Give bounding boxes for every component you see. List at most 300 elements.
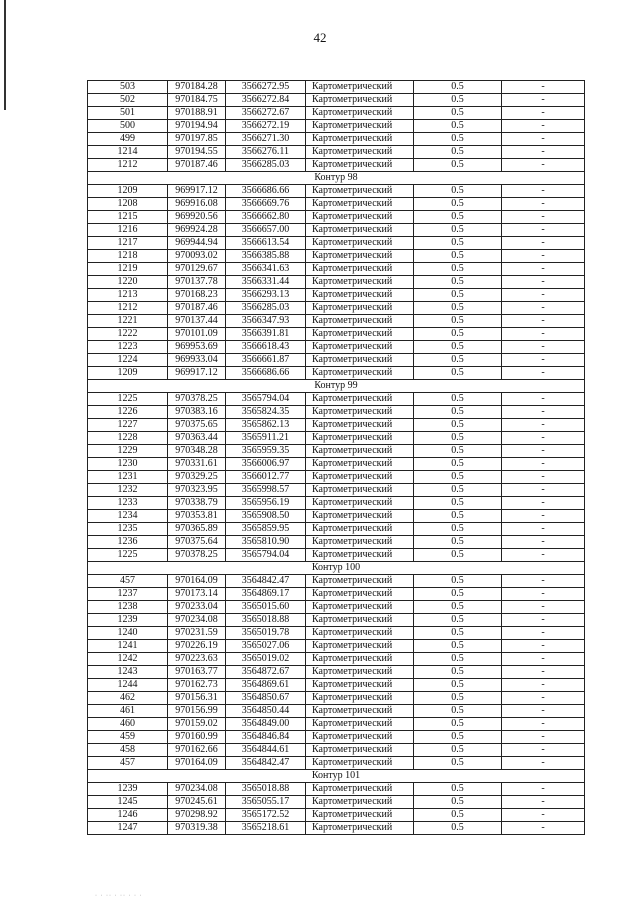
y-coordinate-cell: 3566272.19	[226, 120, 306, 133]
x-coordinate-cell: 970348.28	[168, 445, 226, 458]
accuracy-cell: 0.5	[414, 666, 502, 679]
table-row	[88, 705, 585, 718]
method-cell: Картометрический	[306, 497, 414, 510]
table-row	[88, 731, 585, 744]
y-coordinate-cell: 3565019.02	[226, 653, 306, 666]
x-coordinate-cell: 970187.46	[168, 159, 226, 172]
point-number-cell: 1246	[88, 809, 168, 822]
y-coordinate-cell: 3566613.54	[226, 237, 306, 250]
table-row	[88, 120, 585, 133]
point-number-cell: 1218	[88, 250, 168, 263]
point-number-cell: 1247	[88, 822, 168, 835]
x-coordinate-cell: 970137.78	[168, 276, 226, 289]
note-cell: -	[502, 679, 585, 692]
x-coordinate-cell: 970375.65	[168, 419, 226, 432]
point-number-cell: 501	[88, 107, 168, 120]
method-cell: Картометрический	[306, 614, 414, 627]
y-coordinate-cell: 3565824.35	[226, 406, 306, 419]
x-coordinate-cell: 970375.64	[168, 536, 226, 549]
table-row	[88, 549, 585, 562]
method-cell: Картометрический	[306, 523, 414, 536]
method-cell: Картометрический	[306, 653, 414, 666]
note-cell: -	[502, 107, 585, 120]
note-cell: -	[502, 627, 585, 640]
page-number: 42	[313, 30, 327, 45]
y-coordinate-cell: 3565998.57	[226, 484, 306, 497]
accuracy-cell: 0.5	[414, 627, 502, 640]
table-row	[88, 81, 585, 94]
note-cell: -	[502, 393, 585, 406]
y-coordinate-cell: 3565015.60	[226, 601, 306, 614]
y-coordinate-cell: 3566272.84	[226, 94, 306, 107]
y-coordinate-cell: 3564869.61	[226, 679, 306, 692]
table-row	[88, 94, 585, 107]
method-cell: Картометрический	[306, 705, 414, 718]
x-coordinate-cell: 970164.09	[168, 575, 226, 588]
method-cell: Картометрический	[306, 588, 414, 601]
y-coordinate-cell: 3565172.52	[226, 809, 306, 822]
coordinates-table-container	[87, 80, 584, 835]
x-coordinate-cell: 970319.38	[168, 822, 226, 835]
x-coordinate-cell: 970338.79	[168, 497, 226, 510]
table-row	[88, 809, 585, 822]
method-cell: Картометрический	[306, 419, 414, 432]
contour-header-row	[88, 770, 585, 783]
method-cell: Картометрический	[306, 432, 414, 445]
x-coordinate-cell: 970378.25	[168, 393, 226, 406]
accuracy-cell: 0.5	[414, 81, 502, 94]
y-coordinate-cell: 3565862.13	[226, 419, 306, 432]
table-row	[88, 718, 585, 731]
contour-title: Контур 101	[88, 770, 585, 783]
table-row	[88, 471, 585, 484]
table-row	[88, 341, 585, 354]
x-coordinate-cell: 970162.66	[168, 744, 226, 757]
note-cell: -	[502, 666, 585, 679]
x-coordinate-cell: 970156.99	[168, 705, 226, 718]
note-cell: -	[502, 731, 585, 744]
point-number-cell: 457	[88, 757, 168, 770]
accuracy-cell: 0.5	[414, 692, 502, 705]
table-row	[88, 107, 585, 120]
accuracy-cell: 0.5	[414, 341, 502, 354]
accuracy-cell: 0.5	[414, 601, 502, 614]
y-coordinate-cell: 3566657.00	[226, 224, 306, 237]
method-cell: Картометрический	[306, 679, 414, 692]
y-coordinate-cell: 3564872.67	[226, 666, 306, 679]
table-row	[88, 822, 585, 835]
table-row	[88, 575, 585, 588]
note-cell: -	[502, 133, 585, 146]
y-coordinate-cell: 3565908.50	[226, 510, 306, 523]
method-cell: Картометрический	[306, 575, 414, 588]
note-cell: -	[502, 263, 585, 276]
accuracy-cell: 0.5	[414, 445, 502, 458]
accuracy-cell: 0.5	[414, 653, 502, 666]
note-cell: -	[502, 354, 585, 367]
table-row	[88, 315, 585, 328]
accuracy-cell: 0.5	[414, 536, 502, 549]
table-row	[88, 263, 585, 276]
accuracy-cell: 0.5	[414, 250, 502, 263]
table-row	[88, 432, 585, 445]
point-number-cell: 458	[88, 744, 168, 757]
point-number-cell: 460	[88, 718, 168, 731]
note-cell: -	[502, 185, 585, 198]
point-number-cell: 1209	[88, 367, 168, 380]
y-coordinate-cell: 3566271.30	[226, 133, 306, 146]
point-number-cell: 1212	[88, 302, 168, 315]
scan-edge-line	[4, 0, 6, 110]
method-cell: Картометрический	[306, 250, 414, 263]
accuracy-cell: 0.5	[414, 419, 502, 432]
y-coordinate-cell: 3566293.13	[226, 289, 306, 302]
coordinates-table	[87, 80, 585, 835]
point-number-cell: 1213	[88, 289, 168, 302]
y-coordinate-cell: 3566272.95	[226, 81, 306, 94]
accuracy-cell: 0.5	[414, 731, 502, 744]
accuracy-cell: 0.5	[414, 159, 502, 172]
accuracy-cell: 0.5	[414, 471, 502, 484]
method-cell: Картометрический	[306, 159, 414, 172]
x-coordinate-cell: 970194.94	[168, 120, 226, 133]
accuracy-cell: 0.5	[414, 289, 502, 302]
note-cell: -	[502, 367, 585, 380]
point-number-cell: 1228	[88, 432, 168, 445]
accuracy-cell: 0.5	[414, 744, 502, 757]
note-cell: -	[502, 432, 585, 445]
table-row	[88, 783, 585, 796]
method-cell: Картометрический	[306, 367, 414, 380]
method-cell: Картометрический	[306, 666, 414, 679]
accuracy-cell: 0.5	[414, 120, 502, 133]
y-coordinate-cell: 3566285.03	[226, 302, 306, 315]
method-cell: Картометрический	[306, 341, 414, 354]
table-row	[88, 133, 585, 146]
x-coordinate-cell: 970245.61	[168, 796, 226, 809]
y-coordinate-cell: 3566006.97	[226, 458, 306, 471]
point-number-cell: 502	[88, 94, 168, 107]
note-cell: -	[502, 237, 585, 250]
y-coordinate-cell: 3566662.80	[226, 211, 306, 224]
note-cell: -	[502, 692, 585, 705]
accuracy-cell: 0.5	[414, 718, 502, 731]
x-coordinate-cell: 969920.56	[168, 211, 226, 224]
note-cell: -	[502, 809, 585, 822]
note-cell: -	[502, 458, 585, 471]
x-coordinate-cell: 970188.91	[168, 107, 226, 120]
accuracy-cell: 0.5	[414, 198, 502, 211]
point-number-cell: 1212	[88, 159, 168, 172]
x-coordinate-cell: 970160.99	[168, 731, 226, 744]
y-coordinate-cell: 3566385.88	[226, 250, 306, 263]
note-cell: -	[502, 796, 585, 809]
point-number-cell: 461	[88, 705, 168, 718]
y-coordinate-cell: 3566012.77	[226, 471, 306, 484]
method-cell: Картометрический	[306, 549, 414, 562]
point-number-cell: 462	[88, 692, 168, 705]
x-coordinate-cell: 970323.95	[168, 484, 226, 497]
x-coordinate-cell: 970365.89	[168, 523, 226, 536]
x-coordinate-cell: 969933.04	[168, 354, 226, 367]
method-cell: Картометрический	[306, 185, 414, 198]
y-coordinate-cell: 3566272.67	[226, 107, 306, 120]
table-row	[88, 393, 585, 406]
table-row	[88, 588, 585, 601]
method-cell: Картометрический	[306, 458, 414, 471]
table-row	[88, 458, 585, 471]
y-coordinate-cell: 3565055.17	[226, 796, 306, 809]
note-cell: -	[502, 81, 585, 94]
x-coordinate-cell: 970329.25	[168, 471, 226, 484]
accuracy-cell: 0.5	[414, 640, 502, 653]
note-cell: -	[502, 328, 585, 341]
y-coordinate-cell: 3564849.00	[226, 718, 306, 731]
point-number-cell: 1216	[88, 224, 168, 237]
x-coordinate-cell: 970184.28	[168, 81, 226, 94]
y-coordinate-cell: 3565218.61	[226, 822, 306, 835]
table-row	[88, 692, 585, 705]
note-cell: -	[502, 601, 585, 614]
table-row	[88, 484, 585, 497]
x-coordinate-cell: 969916.08	[168, 198, 226, 211]
x-coordinate-cell: 970156.31	[168, 692, 226, 705]
y-coordinate-cell: 3565959.35	[226, 445, 306, 458]
note-cell: -	[502, 484, 585, 497]
x-coordinate-cell: 970194.55	[168, 146, 226, 159]
contour-title: Контур 99	[88, 380, 585, 393]
method-cell: Картометрический	[306, 484, 414, 497]
point-number-cell: 1220	[88, 276, 168, 289]
method-cell: Картометрический	[306, 237, 414, 250]
table-row	[88, 302, 585, 315]
point-number-cell: 1234	[88, 510, 168, 523]
table-row	[88, 289, 585, 302]
note-cell: -	[502, 614, 585, 627]
accuracy-cell: 0.5	[414, 614, 502, 627]
accuracy-cell: 0.5	[414, 679, 502, 692]
contour-header-row	[88, 562, 585, 575]
note-cell: -	[502, 445, 585, 458]
point-number-cell: 1241	[88, 640, 168, 653]
note-cell: -	[502, 822, 585, 835]
point-number-cell: 1225	[88, 549, 168, 562]
x-coordinate-cell: 970223.63	[168, 653, 226, 666]
table-row	[88, 627, 585, 640]
method-cell: Картометрический	[306, 393, 414, 406]
method-cell: Картометрический	[306, 224, 414, 237]
method-cell: Картометрический	[306, 263, 414, 276]
point-number-cell: 1217	[88, 237, 168, 250]
x-coordinate-cell: 969924.28	[168, 224, 226, 237]
y-coordinate-cell: 3564850.44	[226, 705, 306, 718]
y-coordinate-cell: 3565018.88	[226, 614, 306, 627]
method-cell: Картометрический	[306, 94, 414, 107]
x-coordinate-cell: 970353.81	[168, 510, 226, 523]
table-row	[88, 679, 585, 692]
table-row	[88, 510, 585, 523]
y-coordinate-cell: 3566669.76	[226, 198, 306, 211]
point-number-cell: 1237	[88, 588, 168, 601]
note-cell: -	[502, 653, 585, 666]
table-row	[88, 354, 585, 367]
coordinates-table-body	[88, 81, 585, 835]
method-cell: Картометрический	[306, 809, 414, 822]
y-coordinate-cell: 3564842.47	[226, 757, 306, 770]
accuracy-cell: 0.5	[414, 276, 502, 289]
accuracy-cell: 0.5	[414, 497, 502, 510]
point-number-cell: 1244	[88, 679, 168, 692]
point-number-cell: 1229	[88, 445, 168, 458]
point-number-cell: 1231	[88, 471, 168, 484]
method-cell: Картометрический	[306, 146, 414, 159]
y-coordinate-cell: 3566276.11	[226, 146, 306, 159]
y-coordinate-cell: 3566285.03	[226, 159, 306, 172]
contour-title: Контур 98	[88, 172, 585, 185]
x-coordinate-cell: 970159.02	[168, 718, 226, 731]
accuracy-cell: 0.5	[414, 588, 502, 601]
note-cell: -	[502, 588, 585, 601]
point-number-cell: 1235	[88, 523, 168, 536]
accuracy-cell: 0.5	[414, 224, 502, 237]
note-cell: -	[502, 523, 585, 536]
method-cell: Картометрический	[306, 640, 414, 653]
y-coordinate-cell: 3565810.90	[226, 536, 306, 549]
accuracy-cell: 0.5	[414, 393, 502, 406]
note-cell: -	[502, 640, 585, 653]
y-coordinate-cell: 3565794.04	[226, 549, 306, 562]
table-row	[88, 614, 585, 627]
note-cell: -	[502, 783, 585, 796]
table-row	[88, 159, 585, 172]
method-cell: Картометрический	[306, 211, 414, 224]
point-number-cell: 503	[88, 81, 168, 94]
point-number-cell: 1224	[88, 354, 168, 367]
point-number-cell: 1209	[88, 185, 168, 198]
x-coordinate-cell: 970101.09	[168, 328, 226, 341]
table-row	[88, 237, 585, 250]
method-cell: Картометрический	[306, 744, 414, 757]
x-coordinate-cell: 970163.77	[168, 666, 226, 679]
method-cell: Картометрический	[306, 354, 414, 367]
method-cell: Картометрический	[306, 289, 414, 302]
accuracy-cell: 0.5	[414, 185, 502, 198]
note-cell: -	[502, 718, 585, 731]
method-cell: Картометрический	[306, 81, 414, 94]
note-cell: -	[502, 744, 585, 757]
accuracy-cell: 0.5	[414, 302, 502, 315]
accuracy-cell: 0.5	[414, 107, 502, 120]
accuracy-cell: 0.5	[414, 432, 502, 445]
note-cell: -	[502, 705, 585, 718]
x-coordinate-cell: 970173.14	[168, 588, 226, 601]
x-coordinate-cell: 969917.12	[168, 367, 226, 380]
x-coordinate-cell: 970129.67	[168, 263, 226, 276]
accuracy-cell: 0.5	[414, 822, 502, 835]
table-row	[88, 666, 585, 679]
point-number-cell: 1214	[88, 146, 168, 159]
accuracy-cell: 0.5	[414, 328, 502, 341]
method-cell: Картометрический	[306, 731, 414, 744]
accuracy-cell: 0.5	[414, 263, 502, 276]
method-cell: Картометрический	[306, 692, 414, 705]
note-cell: -	[502, 276, 585, 289]
accuracy-cell: 0.5	[414, 796, 502, 809]
point-number-cell: 1219	[88, 263, 168, 276]
method-cell: Картометрический	[306, 757, 414, 770]
note-cell: -	[502, 757, 585, 770]
y-coordinate-cell: 3566661.87	[226, 354, 306, 367]
method-cell: Картометрический	[306, 276, 414, 289]
accuracy-cell: 0.5	[414, 783, 502, 796]
accuracy-cell: 0.5	[414, 146, 502, 159]
table-row	[88, 198, 585, 211]
accuracy-cell: 0.5	[414, 406, 502, 419]
x-coordinate-cell: 969944.94	[168, 237, 226, 250]
note-cell: -	[502, 159, 585, 172]
method-cell: Картометрический	[306, 822, 414, 835]
table-row	[88, 757, 585, 770]
point-number-cell: 1242	[88, 653, 168, 666]
contour-title: Контур 100	[88, 562, 585, 575]
point-number-cell: 1245	[88, 796, 168, 809]
x-coordinate-cell: 970168.23	[168, 289, 226, 302]
accuracy-cell: 0.5	[414, 237, 502, 250]
x-coordinate-cell: 969953.69	[168, 341, 226, 354]
x-coordinate-cell: 970234.08	[168, 783, 226, 796]
x-coordinate-cell: 970331.61	[168, 458, 226, 471]
x-coordinate-cell: 970233.04	[168, 601, 226, 614]
note-cell: -	[502, 211, 585, 224]
y-coordinate-cell: 3565019.78	[226, 627, 306, 640]
point-number-cell: 1232	[88, 484, 168, 497]
table-row	[88, 419, 585, 432]
table-row	[88, 328, 585, 341]
note-cell: -	[502, 406, 585, 419]
x-coordinate-cell: 970383.16	[168, 406, 226, 419]
table-row	[88, 406, 585, 419]
y-coordinate-cell: 3566331.44	[226, 276, 306, 289]
method-cell: Картометрический	[306, 302, 414, 315]
contour-header-row	[88, 172, 585, 185]
table-row	[88, 653, 585, 666]
accuracy-cell: 0.5	[414, 211, 502, 224]
table-row	[88, 445, 585, 458]
x-coordinate-cell: 970187.46	[168, 302, 226, 315]
note-cell: -	[502, 471, 585, 484]
point-number-cell: 499	[88, 133, 168, 146]
point-number-cell: 1239	[88, 783, 168, 796]
accuracy-cell: 0.5	[414, 575, 502, 588]
accuracy-cell: 0.5	[414, 809, 502, 822]
table-row	[88, 146, 585, 159]
accuracy-cell: 0.5	[414, 510, 502, 523]
x-coordinate-cell: 970093.02	[168, 250, 226, 263]
point-number-cell: 500	[88, 120, 168, 133]
table-row	[88, 601, 585, 614]
note-cell: -	[502, 198, 585, 211]
method-cell: Картометрический	[306, 406, 414, 419]
table-row	[88, 796, 585, 809]
table-row	[88, 523, 585, 536]
point-number-cell: 1208	[88, 198, 168, 211]
point-number-cell: 1240	[88, 627, 168, 640]
point-number-cell: 1230	[88, 458, 168, 471]
note-cell: -	[502, 120, 585, 133]
x-coordinate-cell: 970231.59	[168, 627, 226, 640]
note-cell: -	[502, 549, 585, 562]
method-cell: Картометрический	[306, 627, 414, 640]
